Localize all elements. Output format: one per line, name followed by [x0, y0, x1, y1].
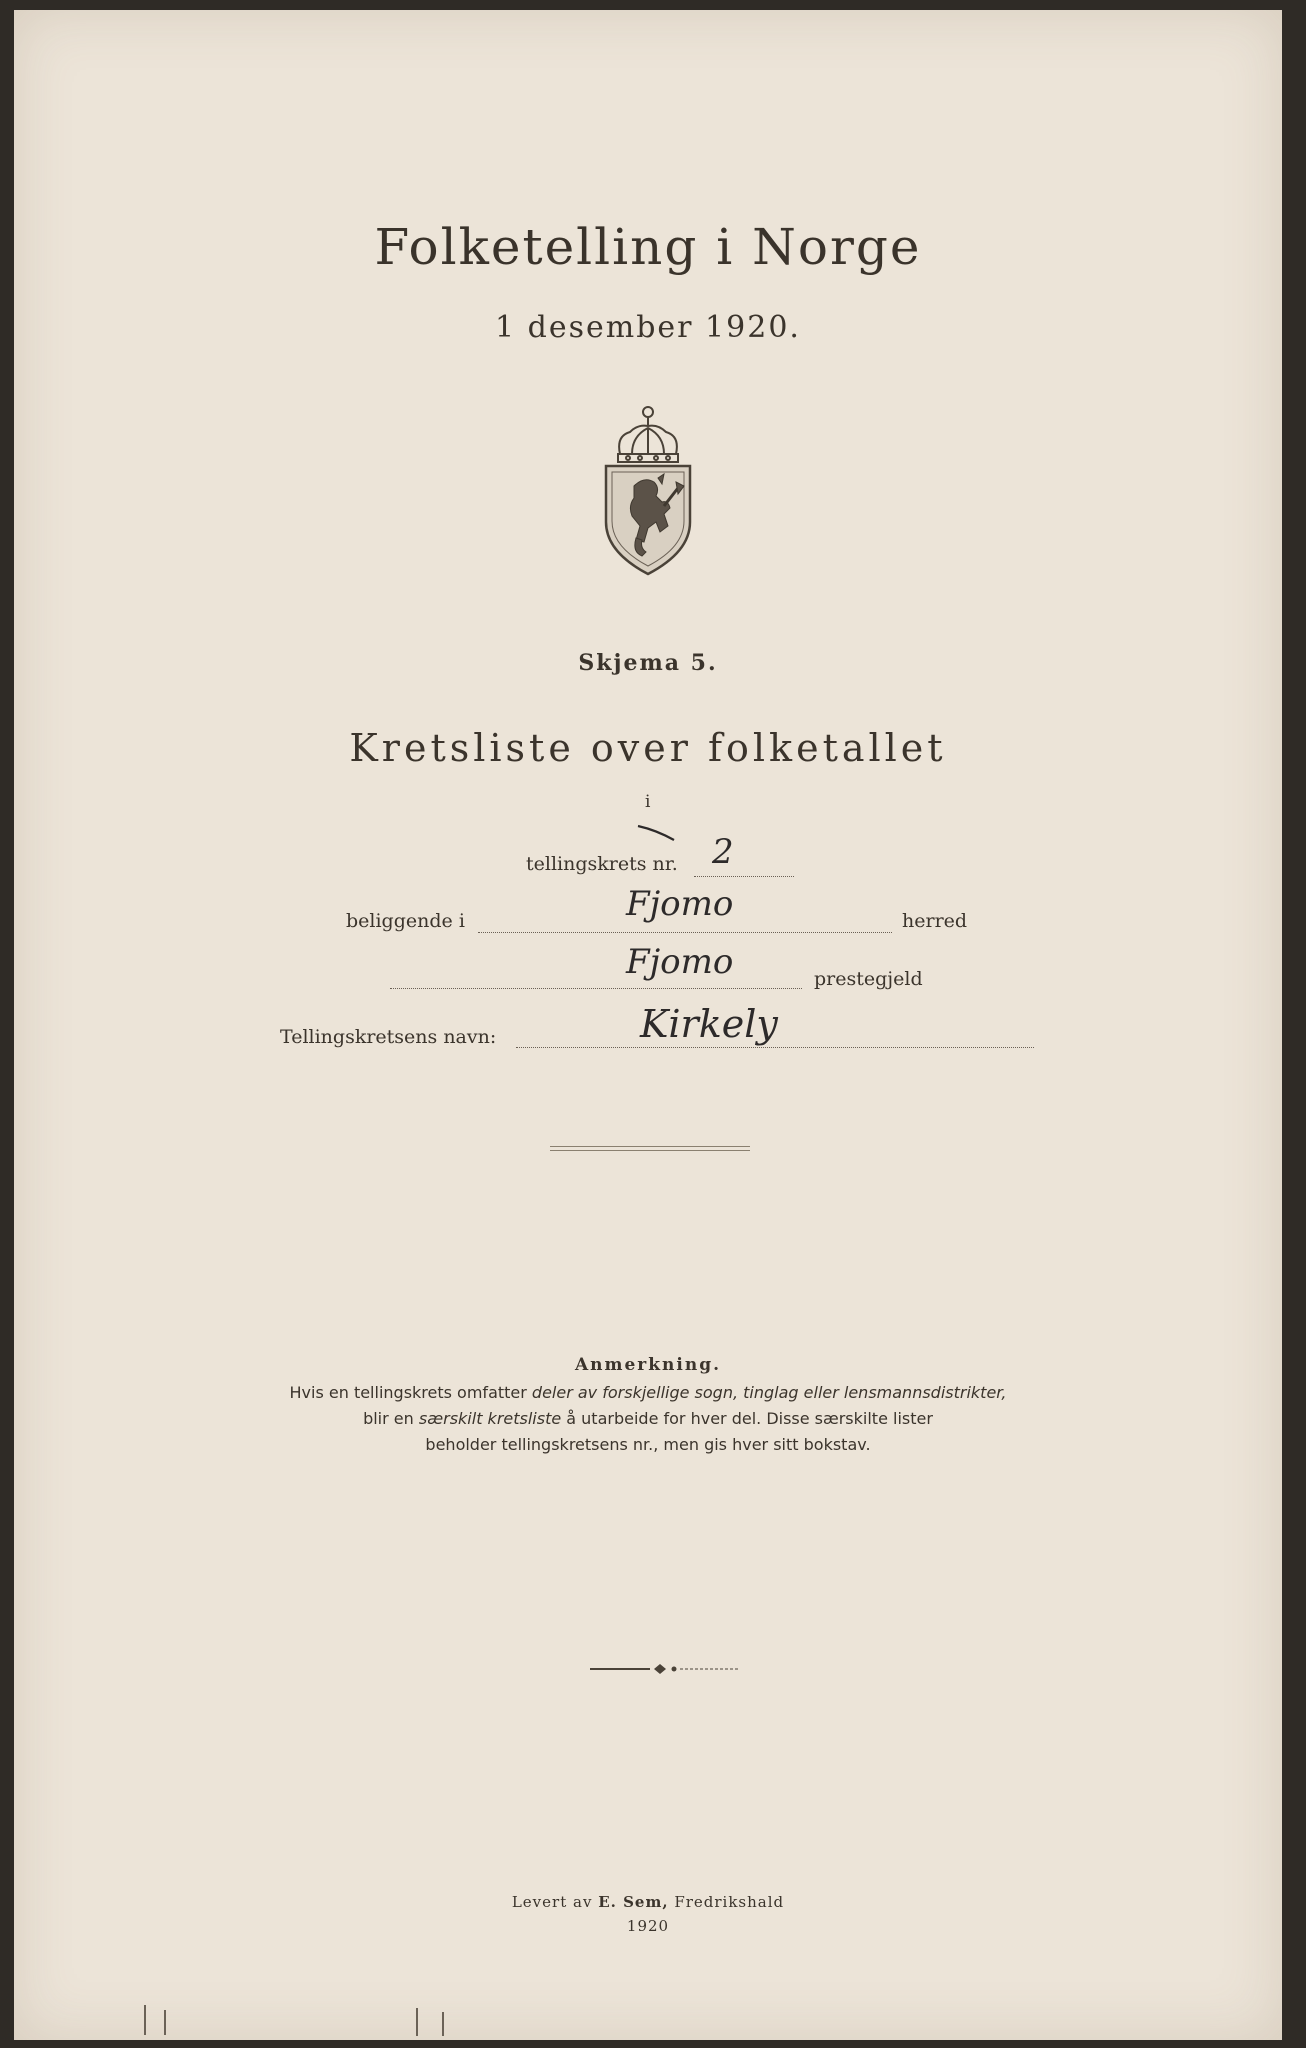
- tellingskrets-name-dotted-line: [516, 1047, 1034, 1048]
- census-date: 1 desember 1920.: [495, 310, 801, 345]
- census-form-page: [14, 10, 1282, 2040]
- heading-connector: i: [645, 792, 651, 812]
- binding-mark: [144, 2005, 146, 2035]
- tellingskrets-dotted-line: [694, 876, 794, 877]
- prestegjeld-value: Fjomo: [626, 942, 734, 982]
- prestegjeld-label: prestegjeld: [814, 968, 923, 990]
- ornament-divider-icon: [590, 1662, 740, 1676]
- beliggende-label: beliggende i: [346, 910, 465, 932]
- handwritten-stroke-mark: [636, 822, 676, 844]
- tellingskrets-name-label: Tellingskretsens navn:: [280, 1026, 497, 1048]
- note-title: Anmerkning.: [574, 1355, 722, 1375]
- binding-mark: [416, 2008, 418, 2036]
- note-line-1: Hvis en tellingskrets omfatter deler av forskjellige sogn, tinglag eller lensmannsdistrikter,: [289, 1383, 1007, 1402]
- printer-year: 1920: [626, 1917, 670, 1935]
- coat-of-arms-icon: [598, 402, 698, 578]
- herred-label: herred: [902, 910, 968, 932]
- binding-mark: [442, 2012, 444, 2036]
- page-title: Folketelling i Norge: [374, 218, 922, 276]
- schema-number: Skjema 5.: [578, 650, 718, 676]
- binding-mark: [164, 2010, 166, 2035]
- herred-value: Fjomo: [626, 884, 734, 924]
- printer-credit: Levert av E. Sem, Fredrikshald: [511, 1893, 785, 1911]
- prestegjeld-dotted-line: [390, 988, 802, 989]
- section-divider: [550, 1146, 750, 1151]
- tellingskrets-number-value: 2: [712, 832, 734, 872]
- tellingskrets-label: tellingskrets nr.: [526, 853, 678, 875]
- note-line-3: beholder tellingskretsens nr., men gis hver sitt bokstav.: [425, 1435, 871, 1454]
- note-line-2: blir en særskilt kretsliste å utarbeide for hver del. Disse særskilte lister: [363, 1409, 933, 1428]
- herred-dotted-line: [478, 932, 892, 933]
- tellingskrets-name-value: Kirkely: [640, 1002, 778, 1046]
- form-heading: Kretsliste over folketallet: [349, 726, 947, 770]
